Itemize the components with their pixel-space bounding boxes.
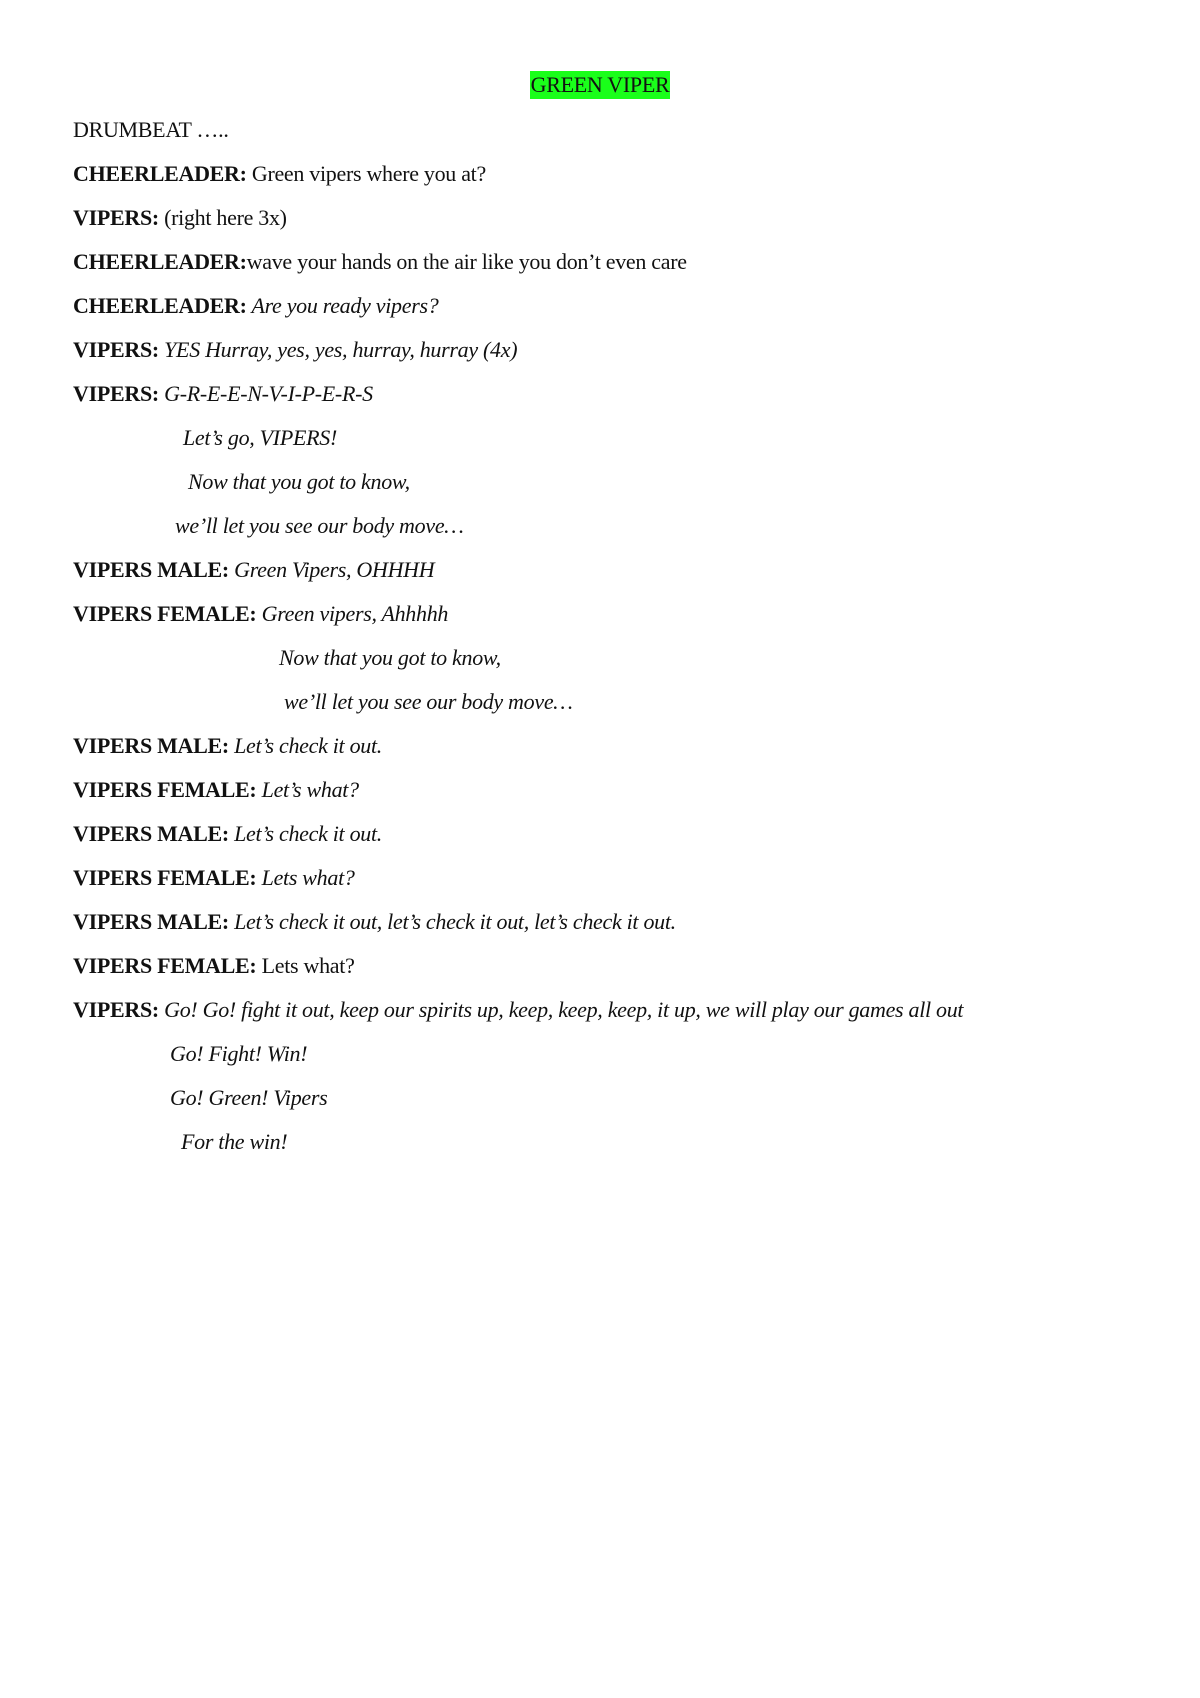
speaker-label: VIPERS FEMALE: (73, 777, 257, 802)
line-text: Go! Green! Vipers (170, 1085, 328, 1110)
speaker-label: VIPERS: (73, 381, 159, 406)
speaker-label: VIPERS FEMALE: (73, 865, 257, 890)
script-line (73, 116, 229, 144)
script-line (73, 864, 355, 892)
script-line (73, 248, 687, 276)
speaker-label: VIPERS MALE: (73, 909, 229, 934)
line-text: we’ll let you see our body move… (284, 689, 573, 714)
line-text: YES Hurray, yes, yes, hurray, hurray (4x) (158, 337, 518, 362)
script-line (284, 688, 573, 716)
line-text: DRUMBEAT ….. (73, 117, 229, 142)
speaker-label: VIPERS MALE: (73, 821, 229, 846)
script-line (175, 512, 464, 540)
line-text: Green vipers where you at? (246, 161, 486, 186)
script-line (73, 204, 287, 232)
title-container (0, 71, 1200, 99)
line-text: Go! Fight! Win! (170, 1041, 308, 1066)
line-text: Lets what? (256, 953, 355, 978)
speaker-label: VIPERS: (73, 337, 159, 362)
line-text: Green Vipers, OHHHH (228, 557, 435, 582)
line-text: Let’s what? (256, 777, 359, 802)
script-line (73, 336, 517, 364)
line-text: Are you ready vipers? (246, 293, 439, 318)
document-title: GREEN VIPER (530, 72, 670, 97)
script-line (181, 1128, 287, 1156)
line-text: Now that you got to know, (279, 645, 501, 670)
line-text: (right here 3x) (158, 205, 287, 230)
script-line (73, 160, 486, 188)
line-text: Green vipers, Ahhhhh (256, 601, 449, 626)
speaker-label: CHEERLEADER: (73, 249, 247, 274)
script-line (73, 292, 438, 320)
speaker-label: CHEERLEADER: (73, 293, 247, 318)
speaker-label: VIPERS: (73, 205, 159, 230)
script-line (170, 1040, 307, 1068)
script-line (170, 1084, 327, 1112)
line-text: Let’s check it out. (228, 733, 382, 758)
line-text: we’ll let you see our body move… (175, 513, 464, 538)
speaker-label: VIPERS FEMALE: (73, 601, 257, 626)
script-line (73, 600, 448, 628)
line-text: Now that you got to know, (188, 469, 410, 494)
speaker-label: VIPERS MALE: (73, 733, 229, 758)
script-line (73, 820, 382, 848)
script-line (73, 996, 963, 1024)
script-line (73, 732, 382, 760)
speaker-label: VIPERS FEMALE: (73, 953, 257, 978)
line-text: Let’s check it out, let’s check it out, let’s check it out. (228, 909, 676, 934)
script-line (183, 424, 337, 452)
line-text: G-R-E-E-N-V-I-P-E-R-S (158, 381, 373, 406)
line-text: Go! Go! fight it out, keep our spirits up, keep, keep, keep, it up, we will play our games all out (158, 997, 964, 1022)
script-line (73, 952, 355, 980)
speaker-label: CHEERLEADER: (73, 161, 247, 186)
line-text: wave your hands on the air like you don’t even care (246, 249, 687, 274)
line-text: Let’s check it out. (228, 821, 382, 846)
script-line (73, 776, 359, 804)
script-line (188, 468, 410, 496)
line-text: Lets what? (256, 865, 355, 890)
script-line (73, 380, 373, 408)
script-line (279, 644, 501, 672)
line-text: For the win! (181, 1129, 288, 1154)
speaker-label: VIPERS: (73, 997, 159, 1022)
line-text: Let’s go, VIPERS! (183, 425, 337, 450)
speaker-label: VIPERS MALE: (73, 557, 229, 582)
script-line (73, 556, 434, 584)
script-line (73, 908, 676, 936)
